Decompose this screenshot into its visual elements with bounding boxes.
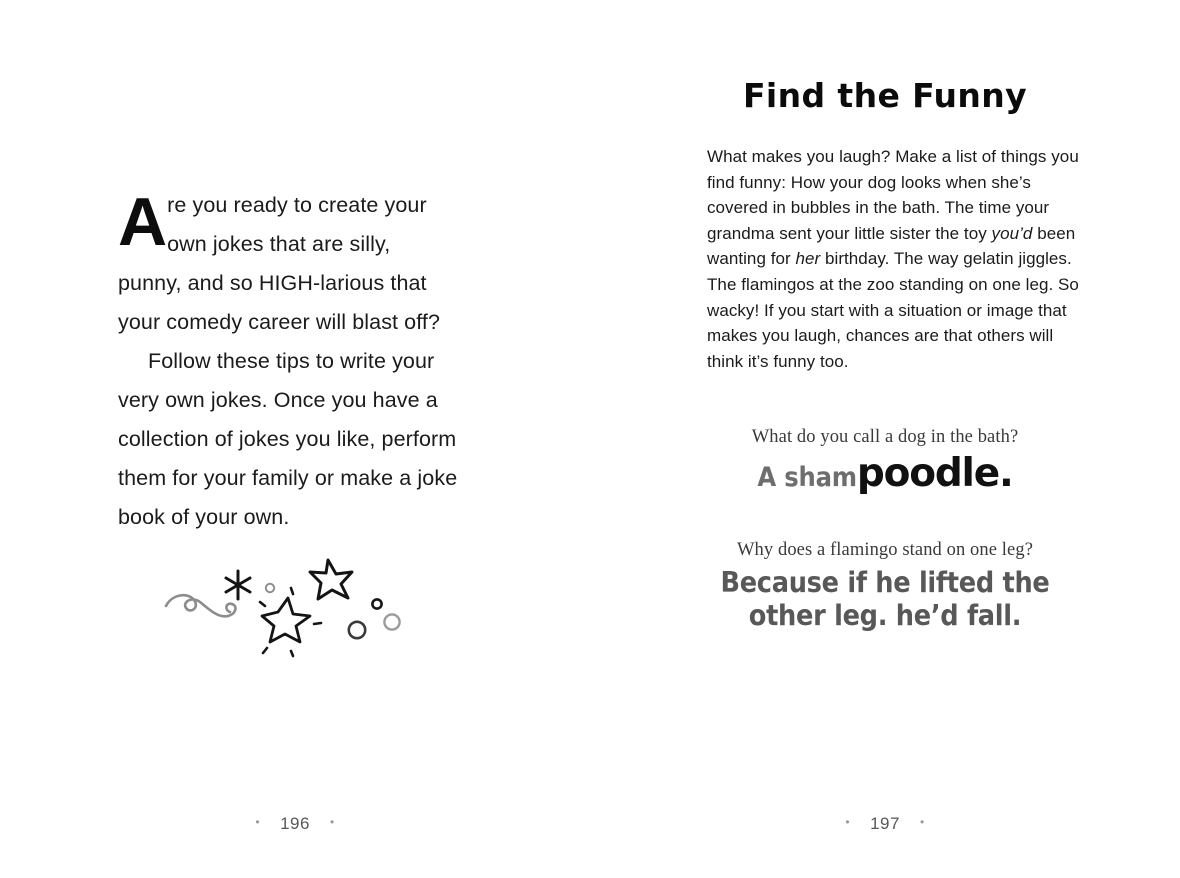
folio-dot-right: •	[919, 815, 925, 829]
intro-run-0: What makes you laugh? Make a list of things you find funny: How your dog looks when she’s covered in bubbles in the bath. The time your grandma sent your little sister the toy	[707, 147, 1079, 243]
joke-answer-1-prefix: A sham	[757, 462, 857, 493]
folio-dot-left: •	[255, 815, 261, 829]
asterisk-star	[226, 571, 250, 599]
joke-question-2: Why does a flamingo stand on one leg?	[736, 540, 1034, 560]
page-title: Find the Funny	[742, 76, 1028, 115]
intro-run-1: you’d	[991, 223, 1033, 243]
intro-run-3: her	[795, 249, 821, 269]
circle-cluster	[349, 599, 400, 638]
drop-cap-letter: A	[118, 184, 167, 260]
joke-answer-2	[590, 566, 1180, 632]
sparkle-star	[260, 588, 321, 656]
joke-block-2	[590, 538, 1180, 632]
joke-answer-2-line-1: Because if he lifted the	[720, 566, 1050, 599]
folio-dot-right: •	[329, 815, 335, 829]
page-number-right: 197	[870, 814, 900, 833]
intro-run-2: been wanting for	[707, 223, 1076, 269]
left-page-text-block	[118, 186, 458, 537]
page-number-left: 196	[280, 814, 310, 833]
right-page	[590, 0, 1180, 878]
intro-paragraph	[707, 144, 1079, 374]
stars-and-swirl-ornament	[160, 552, 420, 667]
paragraph-opening-text: re you ready to create your own jokes that are silly, punny, and so HIGH-larious that your comedy career will blast off?	[118, 193, 441, 334]
folio-dot-left: •	[845, 815, 851, 829]
intro-run-4: birthday. The way gelatin jiggles. The flamingos at the zoo standing on one leg. So wacky! If you start with a situation or image that makes you laugh, chances are that others will think it’s funny too.	[707, 249, 1079, 371]
folio-left	[0, 814, 590, 834]
folio-right	[590, 814, 1180, 834]
joke-answer-1-punchword: poodle.	[856, 451, 1013, 496]
small-circle	[266, 584, 274, 592]
joke-answer-1	[590, 453, 1180, 495]
joke-block-1	[590, 425, 1180, 495]
joke-answer-2-line-2: other leg. he’d fall.	[748, 599, 1022, 632]
swirl-flourish	[166, 595, 235, 616]
paragraph-opening	[118, 186, 458, 342]
joke-question-1: What do you call a dog in the bath?	[751, 427, 1019, 447]
outline-star-top	[310, 560, 352, 599]
paragraph-tips: Follow these tips to write your very own jokes. Once you have a collection of jokes you like, perform them for your family or make a joke book of your own.	[118, 349, 458, 529]
